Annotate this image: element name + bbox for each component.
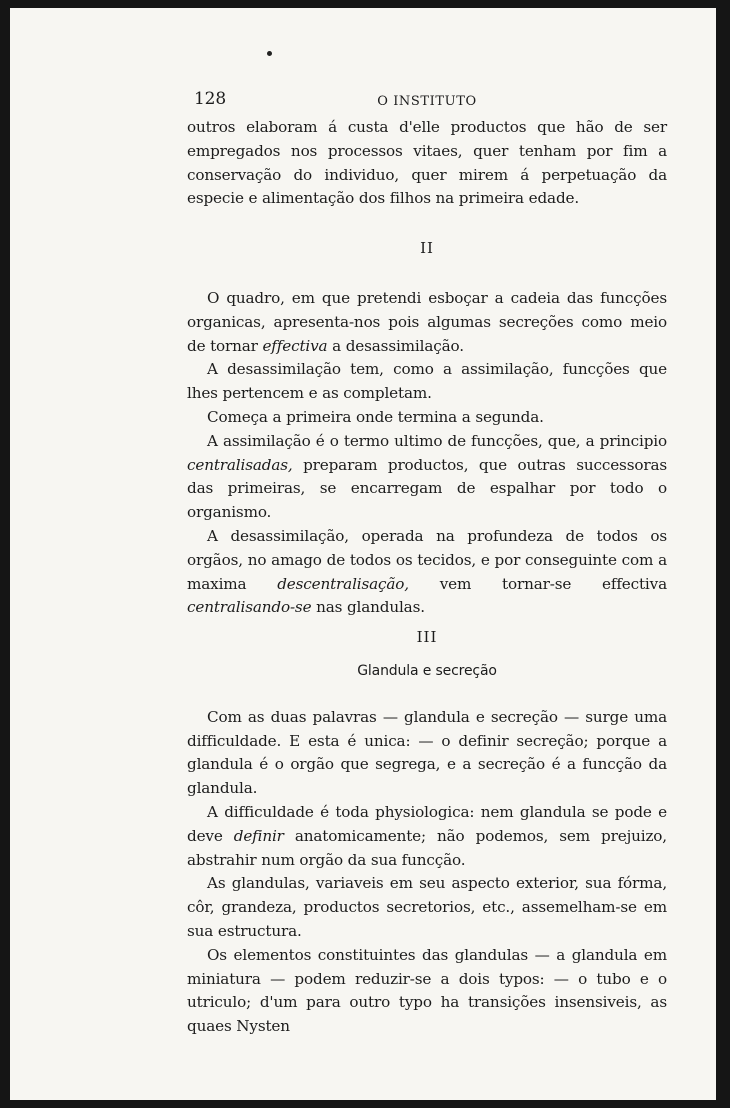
section-number-ii: II	[420, 239, 434, 258]
running-title: O INSTITUTO	[377, 94, 477, 109]
paragraph-continuation: outros elaboram á custa d'elle productos que hão de ser empregados nos processos vitaes, quer tenham por fim a conservação do individuo, quer mirem á perpetuação da especie e alimentação dos filhos na primeira edade.	[187, 118, 667, 208]
page-header	[187, 88, 667, 116]
paragraph: A desassimilação, operada na profundeza de todos os orgãos, no amago de todos os tecidos, e por conseguinte com a maxima descentralisação, vem tornar-se effectiva centralisando-se nas glandulas.	[187, 526, 667, 617]
paragraph: As glandulas, variaveis em seu aspecto exterior, sua fórma, côr, grandeza, productos secretorios, etc., assemelham-se em sua estructura.	[187, 874, 667, 940]
paragraph: A assimilação é o termo ultimo de funcções, que, a principio centralisadas, preparam productos, que outras successoras das primeiras, se encarregam de espalhar por todo o organismo.	[187, 431, 667, 522]
paragraph: Os elementos constituintes das glandulas — a glandula em miniatura — podem reduzir-se a dois typos: — o tubo e o utriculo; d'um para outro typo ha transições insensiveis, as quaes Nysten	[187, 945, 667, 1036]
italic-term: effectiva	[262, 336, 328, 355]
page-content	[187, 88, 667, 1039]
italic-term: definir	[233, 826, 284, 845]
page-number: 128	[194, 89, 226, 109]
italic-term: centralisando-se	[187, 598, 312, 617]
paragraph: O quadro, em que pretendi esboçar a cadeia das funcções organicas, apresenta-nos pois algumas secreções como meio de tornar effectiva a desassimilação.	[187, 288, 667, 355]
ink-spot	[267, 51, 272, 56]
italic-term: descentralisação,	[277, 574, 409, 593]
book-page	[10, 8, 716, 1100]
paragraph: Com as duas palavras — glandula e secreção — surge uma difficuldade. E esta é unica: — o definir secreção; porque a glandula é o orgão que segrega, e a secreção é a funcção da glandula.	[187, 707, 667, 798]
section-title: Glandula e secreção	[357, 662, 497, 679]
paragraph: Começa a primeira onde termina a segunda.	[207, 407, 544, 426]
paragraph: A difficuldade é toda physiologica: nem glandula se pode e deve definir anatomicamente; não podemos, sem prejuizo, abstrahir num orgão da sua funcção.	[187, 802, 667, 869]
italic-term: centralisadas,	[187, 455, 293, 474]
paragraph: A desassimilação tem, como a assimilação, funcções que lhes pertencem e as completam.	[187, 360, 667, 403]
section-number-iii: III	[416, 628, 438, 647]
